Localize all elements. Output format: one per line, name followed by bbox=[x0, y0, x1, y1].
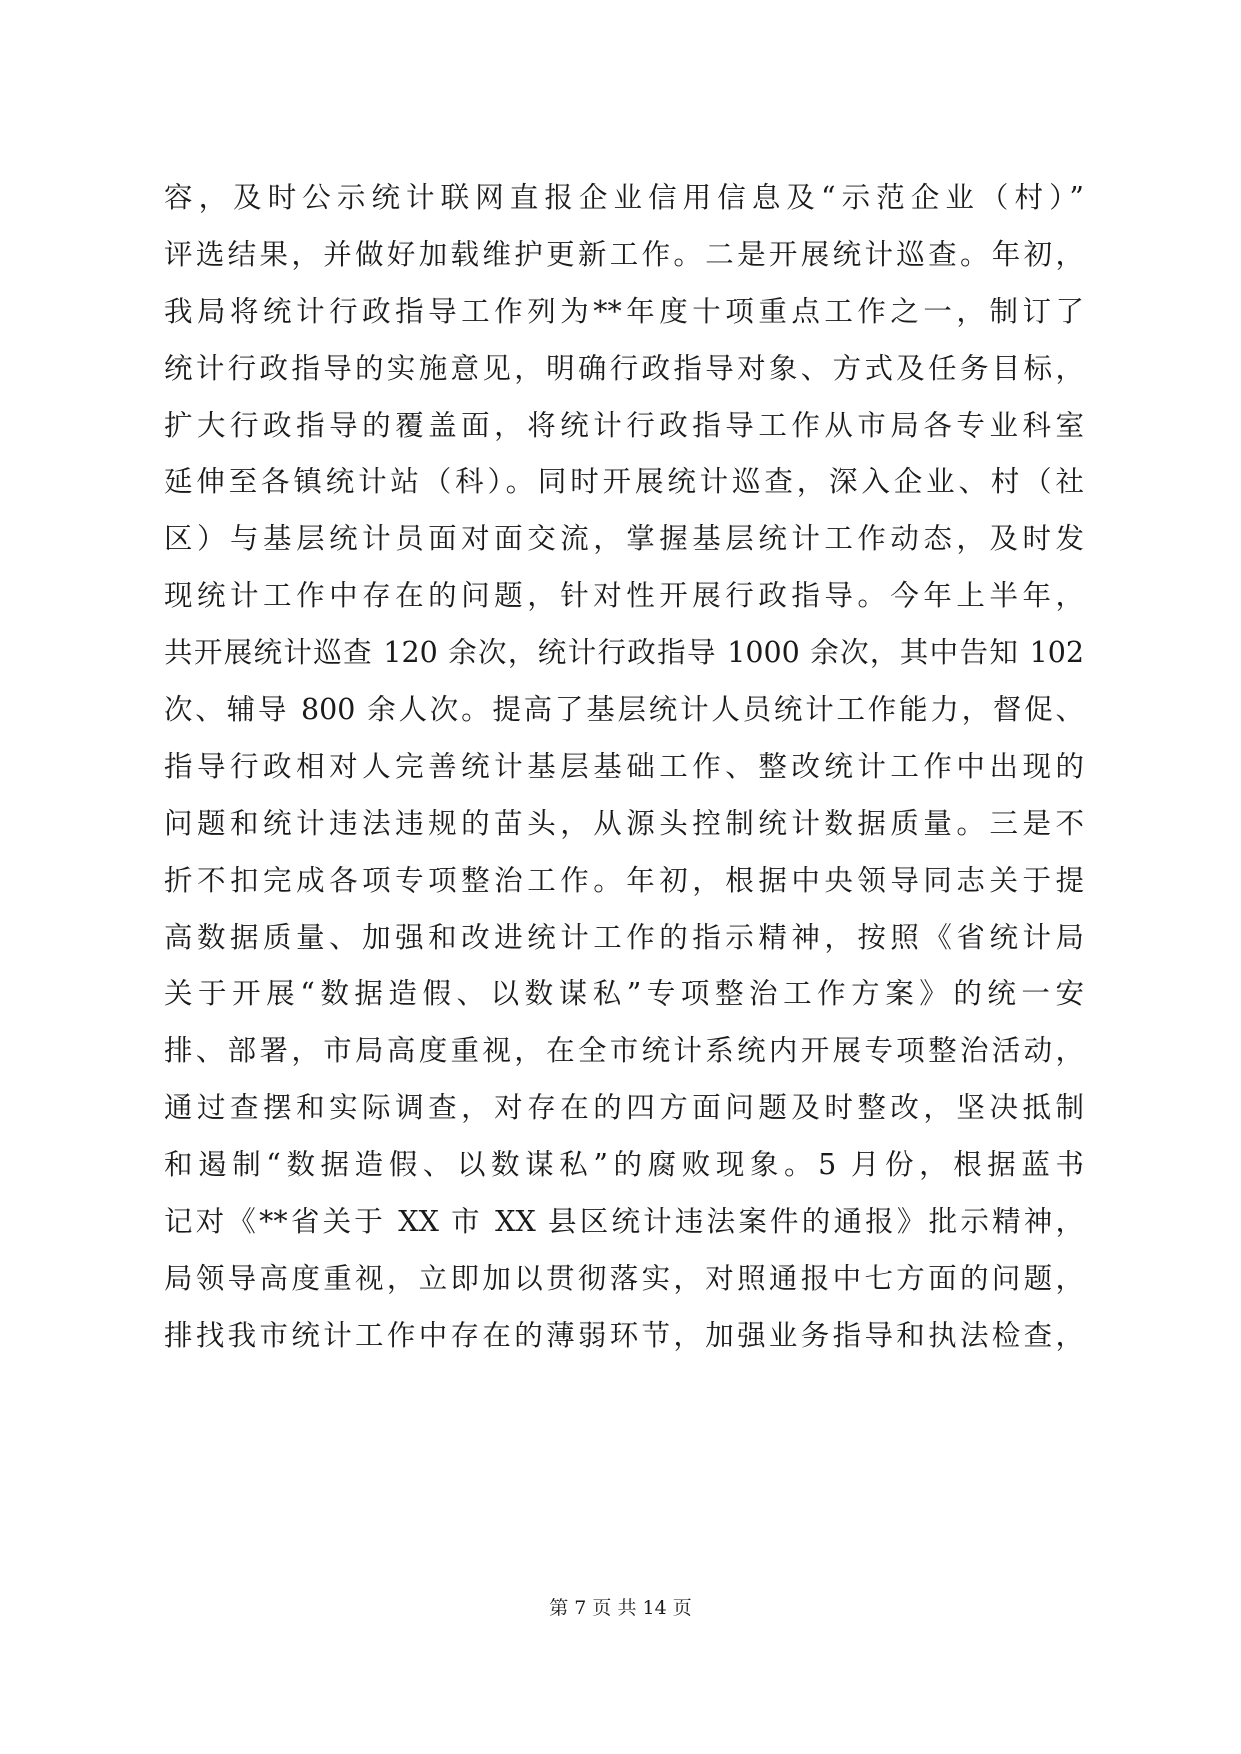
text-line: 次、辅导 800 余人次。提高了基层统计人员统计工作能力，督促、 bbox=[164, 693, 1084, 727]
text-line: 指导行政相对人完善统计基层基础工作、整改统计工作中出现的 bbox=[164, 749, 1084, 783]
text-line: 高数据质量、加强和改进统计工作的指示精神，按照《省统计局 bbox=[164, 920, 1084, 954]
body-text bbox=[164, 170, 1084, 1365]
text-line: 折不扣完成各项专项整治工作。年初，根据中央领导同志关于提 bbox=[164, 863, 1084, 897]
text-line: 区）与基层统计员面对面交流，掌握基层统计工作动态，及时发 bbox=[164, 522, 1084, 556]
text-line: 延伸至各镇统计站（科）。同时开展统计巡查，深入企业、村（社 bbox=[164, 465, 1084, 499]
text-line: 统计行政指导的实施意见，明确行政指导对象、方式及任务目标， bbox=[164, 351, 1084, 385]
text-line: 问题和统计违法违规的苗头，从源头控制统计数据质量。三是不 bbox=[164, 806, 1084, 840]
text-line: 通过查摆和实际调查，对存在的四方面问题及时整改，坚决抵制 bbox=[164, 1091, 1084, 1125]
text-line: 局领导高度重视，立即加以贯彻落实，对照通报中七方面的问题， bbox=[164, 1261, 1084, 1295]
text-line: 现统计工作中存在的问题，针对性开展行政指导。今年上半年， bbox=[164, 579, 1084, 613]
text-line: 扩大行政指导的覆盖面，将统计行政指导工作从市局各专业科室 bbox=[164, 408, 1084, 442]
page-number-footer: 第 7 页 共 14 页 bbox=[549, 1597, 692, 1619]
text-line: 关于开展“数据造假、以数谋私”专项整治工作方案》的统一安 bbox=[164, 977, 1084, 1011]
text-line: 排找我市统计工作中存在的薄弱环节，加强业务指导和执法检查， bbox=[164, 1318, 1084, 1352]
text-line: 共开展统计巡查 120 余次，统计行政指导 1000 余次，其中告知 102 bbox=[164, 636, 1084, 670]
text-line: 评选结果，并做好加载维护更新工作。二是开展统计巡查。年初， bbox=[164, 237, 1084, 271]
text-line: 我局将统计行政指导工作列为**年度十项重点工作之一，制订了 bbox=[164, 294, 1084, 328]
text-line: 容，及时公示统计联网直报企业信用信息及“示范企业（村）” bbox=[164, 181, 1084, 214]
text-line: 记对《**省关于 XX 市 XX 县区统计违法案件的通报》批示精神， bbox=[164, 1205, 1084, 1239]
text-line: 和遏制“数据造假、以数谋私”的腐败现象。5 月份，根据蓝书 bbox=[164, 1148, 1084, 1182]
text-line: 排、部署，市局高度重视，在全市统计系统内开展专项整治活动， bbox=[164, 1034, 1084, 1068]
